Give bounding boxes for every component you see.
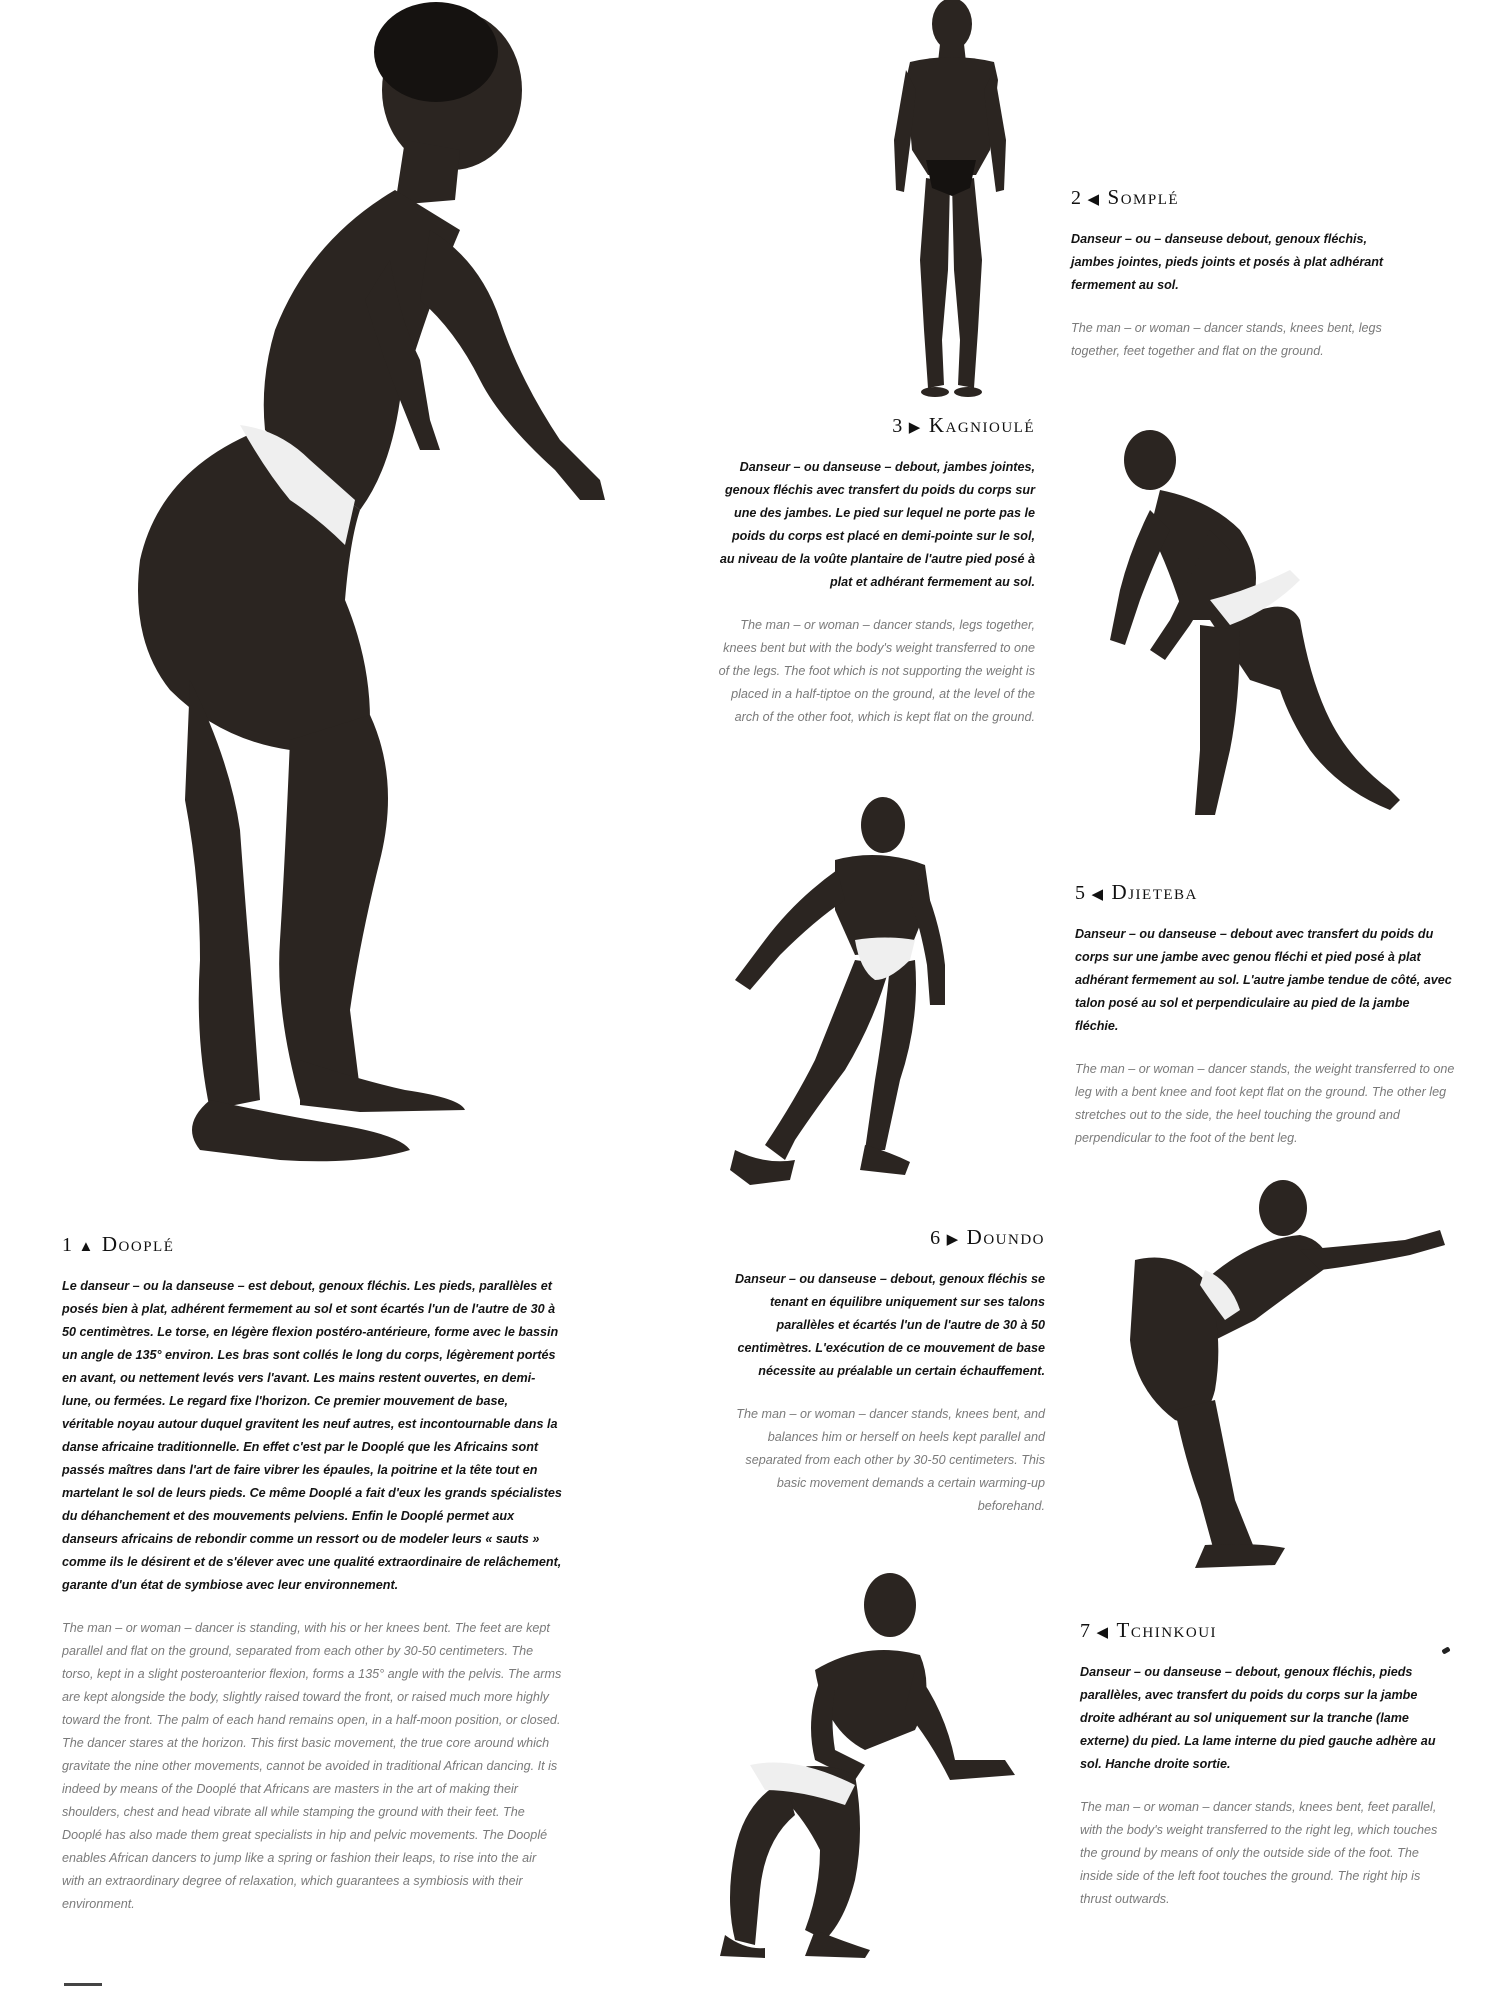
section-doundo: [715, 1225, 1045, 1518]
section-heading: [715, 1225, 1045, 1250]
section-kagnioule: [715, 413, 1035, 729]
dancer-djieteba-photo: [1115, 1170, 1455, 1570]
dancer-doundo-photo: [715, 790, 975, 1190]
french-description: Le danseur – ou la danseuse – est debout, genoux fléchis. Les pieds, parallèles et posés bien à plat, adhérent fermement au sol et sont écartés l'un de l'autre de 30 à 50 centimètres. Le torse, en légère flexion postéro-antérieure, forme avec le bassin un angle de 135° environ. Les bras sont collés le long du corps, légèrement portés en avant, ou nettement levés vers l'avant. Les mains restent ouvertes, en demi-lune, ou fermées. Le regard fixe l'horizon. Ce premier mouvement de base, véritable noyau autour duquel gravitent les neuf autres, est incontournable dans la danse africaine traditionnelle. En effet c'est par le Dooplé que les Africains sont passés maîtres dans l'art de faire vibrer les épaules, la poitrine et la tête tout en martelant le sol de leurs pieds. Ce même Dooplé a fait d'eux les grands spécialistes du déhanchement et des mouvements pelviens. Enfin le Dooplé permet aux danseurs africains de rebondir comme un ressort ou de modeler leurs « sauts » comme ils le désirent et de s'élever avec une qualité extraordinaire de relâchement, garante d'un état de symbiose avec leur environnement.: [62, 1279, 562, 1592]
french-description: Danseur – ou danseuse – debout, genoux fléchis, pieds parallèles, avec transfert du poids du corps sur la jambe droite adhérant au sol uniquement sur la tranche (lame externe) du pied. La lame interne du pied gauche adhère au sol. Hanche droite sortie.: [1080, 1665, 1436, 1771]
french-description: Danseur – ou – danseuse debout, genoux fléchis, jambes jointes, pieds joints et posés à plat adhérant fermement au sol.: [1071, 232, 1384, 292]
english-description: The man – or woman – dancer stands, knees bent, and balances him or herself on heels kept parallel and separated from each other by 30-50 centimeters. This basic movement demands a certain warming-up beforehand.: [736, 1407, 1045, 1513]
triangle-right-icon: ▶: [946, 1232, 959, 1248]
english-description: The man – or woman – dancer stands, knees bent, feet parallel, with the body's weight transferred to the right leg, which touches the ground by means of only the outside side of the foot. The inside side of the left foot touches the ground. The right hip is thrust outwards.: [1080, 1800, 1438, 1906]
section-heading: [715, 413, 1035, 438]
triangle-up-icon: ▲: [78, 1239, 94, 1255]
section-djieteba: [1075, 880, 1455, 1150]
section-title: Djieteba: [1111, 880, 1198, 904]
section-tchinkoui: [1080, 1618, 1440, 1911]
french-description: Danseur – ou danseuse – debout, genoux fléchis se tenant en équilibre uniquement sur ses talons parallèles et écartés l'un de l'autre de 30 à 50 centimètres. L'exécution de ce mouvement de base nécessite au préalable un certain échauffement.: [734, 1272, 1045, 1378]
english-description: The man – or woman – dancer is standing, with his or her knees bent. The feet are kept parallel and flat on the ground, separated from each other by 30-50 centimeters. The torso, kept in a slight posteroanterior flexion, forms a 135° angle with the pelvis. The arms are kept alongside the body, slightly raised toward the front, or raised much more highly toward the front. The palm of each hand remains open, in a half-moon position, or closed. The dancer stares at the horizon. This first basic movement, the true core around which gravitate the nine other movements, cannot be avoided in traditional African dancing. It is indeed by means of the Dooplé that Africans are masters in the art of making their shoulders, chest and head vibrate all while stamping the ground with their feet. The Dooplé has also made them great specialists in hip and pelvic movements. The Dooplé enables African dancers to jump like a spring or fashion their leaps, to rise into the air with an extraordinary degree of relaxation, which guarantees a symbiosis with their environment.: [62, 1621, 562, 1911]
section-heading: [1080, 1618, 1440, 1643]
english-description: The man – or woman – dancer stands, legs together, knees bent but with the body's weight transferred to one of the legs. The foot which is not supporting the weight is placed in a half-tiptoe on the ground, at the level of the arch of the other foot, which is kept flat on the ground.: [718, 618, 1035, 724]
section-number: 6: [930, 1227, 941, 1249]
english-description: The man – or woman – dancer stands, knees bent, legs together, feet together and flat on the ground.: [1071, 321, 1382, 358]
dancer-somple-photo: [880, 0, 1020, 400]
page-folio-mark: [64, 1983, 102, 1986]
section-title: Dooplé: [101, 1232, 175, 1256]
section-title: Somplé: [1107, 185, 1180, 209]
section-number: 5: [1075, 882, 1086, 904]
english-description: The man – or woman – dancer stands, the weight transferred to one leg with a bent knee and foot kept flat on the ground. The other leg stretches out to the side, the heel touching the ground and perpendicular to the foot of the bent leg.: [1075, 1062, 1455, 1145]
section-somple: [1071, 185, 1401, 363]
french-description: Danseur – ou danseuse – debout avec transfert du poids du corps sur une jambe avec genou fléchi et pied posé à plat adhérant fermement au sol. L'autre jambe tendue de côté, avec talon posé au sol et perpendiculaire au pied de la jambe fléchie.: [1075, 927, 1452, 1033]
section-number: 2: [1071, 187, 1082, 209]
section-heading: [1075, 880, 1455, 905]
triangle-right-icon: ▶: [908, 420, 921, 436]
dancer-kagnioule-photo: [1090, 420, 1410, 830]
section-title: Doundo: [966, 1225, 1045, 1249]
ink-mark: [1441, 1646, 1450, 1654]
section-doople: [62, 1232, 562, 1916]
section-number: 7: [1080, 1620, 1091, 1642]
section-number: 3: [892, 415, 903, 437]
triangle-left-icon: ◀: [1096, 1625, 1109, 1641]
section-heading: [1071, 185, 1401, 210]
triangle-left-icon: ◀: [1087, 192, 1100, 208]
dancer-doople-photo: [60, 0, 620, 1200]
french-description: Danseur – ou danseuse – debout, jambes jointes, genoux fléchis avec transfert du poids du corps sur une des jambes. Le pied sur lequel ne porte pas le poids du corps est placé en demi-pointe sur le sol, au niveau de la voûte plantaire de l'autre pied posé à plat et adhérant fermement au sol.: [719, 460, 1035, 589]
section-heading: [62, 1232, 562, 1257]
section-number: 1: [62, 1234, 73, 1256]
section-title: Tchinkoui: [1116, 1618, 1218, 1642]
section-title: Kagnioulé: [928, 413, 1035, 437]
triangle-left-icon: ◀: [1091, 887, 1104, 903]
dancer-tchinkoui-photo: [705, 1560, 1025, 1960]
